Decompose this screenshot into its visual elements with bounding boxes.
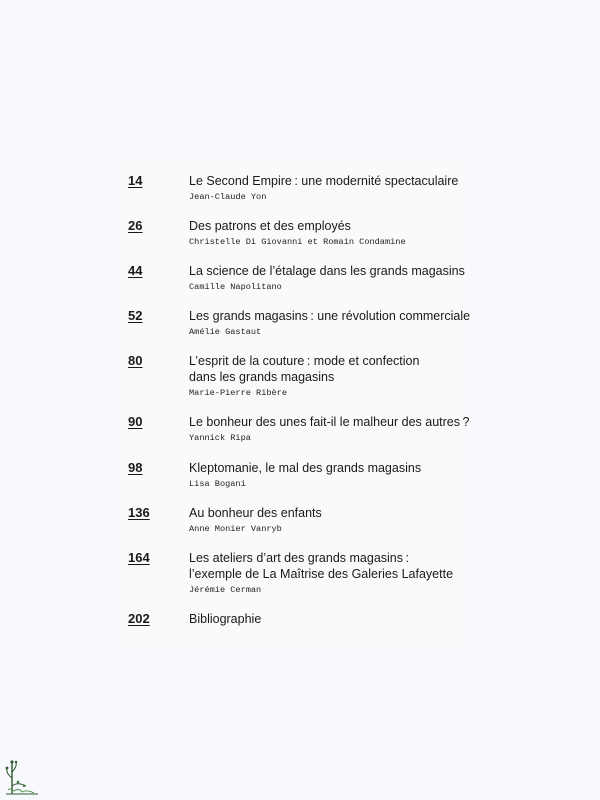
plant-ornament-icon [4, 756, 40, 796]
toc-entry[interactable] [128, 308, 471, 340]
toc-entry[interactable] [128, 550, 468, 598]
toc-page-number[interactable]: 202 [128, 611, 150, 626]
toc-title: Des patrons et des employés [189, 219, 351, 233]
toc-author: Yannick Ripa [189, 433, 251, 443]
toc-page-number[interactable]: 80 [128, 353, 143, 368]
toc-title: Le Second Empire : une modernité spectaculaire [189, 174, 459, 188]
toc-entry[interactable] [128, 173, 468, 205]
toc-entry[interactable] [128, 218, 468, 250]
toc-title-continuation: dans les grands magasins [189, 370, 335, 384]
toc-title: La science de l’étalage dans les grands magasins [189, 264, 465, 278]
toc-entry[interactable] [128, 505, 468, 537]
toc-title: Au bonheur des enfants [189, 506, 322, 520]
toc-page-number[interactable]: 44 [128, 263, 143, 278]
toc-author: Marie-Pierre Ribère [189, 388, 287, 398]
toc-entry[interactable] [128, 414, 468, 446]
toc-title: Le bonheur des unes fait-il le malheur des autres ? [189, 415, 470, 429]
toc-page-number[interactable]: 52 [128, 308, 143, 323]
toc-entry[interactable] [128, 611, 468, 631]
toc-page-number[interactable]: 164 [128, 550, 150, 565]
toc-author: Lisa Bogani [189, 479, 246, 489]
toc-title-continuation: l’exemple de La Maîtrise des Galeries Lafayette [189, 567, 454, 581]
toc-title: Bibliographie [189, 612, 262, 626]
toc-page-number[interactable]: 14 [128, 173, 143, 188]
toc-entry[interactable] [128, 460, 468, 492]
toc-author: Christelle Di Giovanni et Romain Condamine [189, 237, 406, 247]
toc-title: Les grands magasins : une révolution commerciale [189, 309, 471, 323]
toc-author: Jean-Claude Yon [189, 192, 267, 202]
toc-author: Amélie Gastaut [189, 327, 262, 337]
toc-entry[interactable] [128, 263, 468, 295]
toc-page-number[interactable]: 26 [128, 218, 143, 233]
toc-entry[interactable] [128, 353, 468, 401]
toc-title: Les ateliers d’art des grands magasins : [189, 551, 409, 565]
toc-author: Jérémie Cerman [189, 585, 262, 595]
toc-author: Anne Monier Vanryb [189, 524, 282, 534]
toc-page-number[interactable]: 98 [128, 460, 143, 475]
toc-title: Kleptomanie, le mal des grands magasins [189, 461, 422, 475]
toc-title: L’esprit de la couture : mode et confection [189, 354, 420, 368]
toc-page-number[interactable]: 136 [128, 505, 150, 520]
toc-page-number[interactable]: 90 [128, 414, 143, 429]
toc-author: Camille Napolitano [189, 282, 282, 292]
